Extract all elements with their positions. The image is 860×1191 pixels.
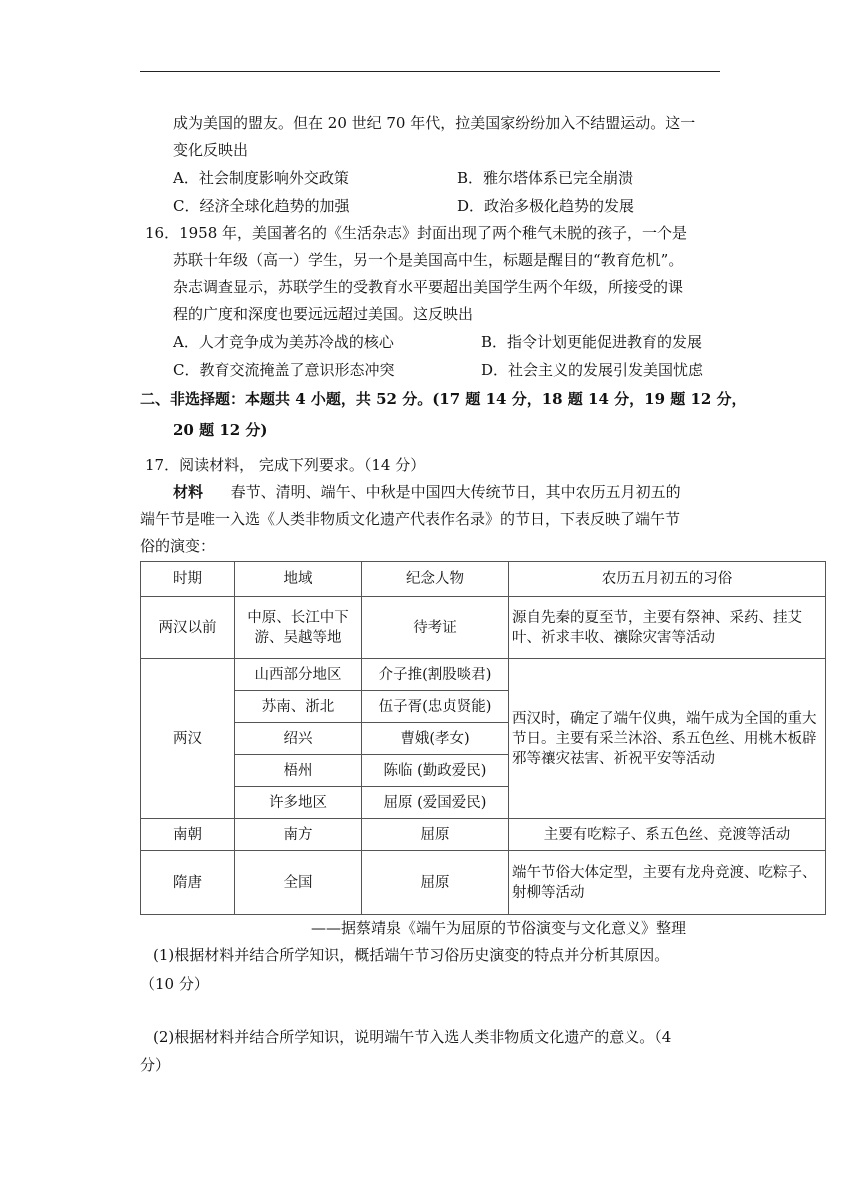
cell-region: 全国	[235, 851, 362, 915]
cell-custom: 端午节俗大体定型，主要有龙舟竞渡、吃粽子、射柳等活动	[509, 851, 826, 915]
q17-title: 17．阅读材料， 完成下列要求。（14 分）	[145, 456, 426, 474]
cell-custom: 源自先秦的夏至节，主要有祭神、采药、挂艾叶、祈求丰收、禳除灾害等活动	[509, 597, 826, 659]
table-row	[141, 597, 826, 659]
q15-stem-line1: 成为美国的盟友。但在 20 世纪 70 年代，拉美国家纷纷加入不结盟运动。这一	[173, 114, 696, 132]
cell-period: 两汉以前	[141, 597, 235, 659]
th-period: 时期	[141, 562, 235, 597]
cell-person: 屈原	[362, 819, 509, 851]
q15-option-a[interactable]: A．社会制度影响外交政策	[173, 169, 349, 187]
cell-region: 山西部分地区	[235, 659, 362, 691]
th-region: 地域	[235, 562, 362, 597]
q17-sub1-line2: （10 分）	[140, 975, 209, 993]
th-person: 纪念人物	[362, 562, 509, 597]
q17-sub1-line1: (1)根据材料并结合所学知识，概括端午节习俗历史演变的特点并分析其原因。	[153, 946, 670, 964]
table-row	[141, 819, 826, 851]
q16-option-c[interactable]: C．教育交流掩盖了意识形态冲突	[173, 361, 395, 379]
cell-period: 两汉	[141, 659, 235, 819]
q16-line2: 苏联十年级（高一）学生，另一个是美国高中生，标题是醒目的“教育危机”。	[173, 251, 684, 269]
q17-material-label: 材料	[173, 483, 204, 501]
q16-option-d[interactable]: D．社会主义的发展引发美国忧虑	[481, 361, 704, 379]
q16-line3: 杂志调查显示，苏联学生的受教育水平要超出美国学生两个年级，所接受的课	[173, 278, 684, 296]
q17-material-line1	[173, 482, 681, 502]
cell-custom: 主要有吃粽子、系五色丝、竞渡等活动	[509, 819, 826, 851]
cell-person: 屈原 (爱国爱民)	[362, 787, 509, 819]
cell-person: 伍子胥(忠贞贤能)	[362, 691, 509, 723]
cell-period: 南朝	[141, 819, 235, 851]
cell-region: 南方	[235, 819, 362, 851]
table-row	[141, 659, 826, 691]
q17-material-line2: 端午节是唯一入选《人类非物质文化遗产代表作名录》的节日，下表反映了端午节	[140, 510, 681, 528]
section2-heading-line1: 二、非选择题：本题共 4 小题，共 52 分。(17 题 14 分，18 题 14 分，19 题 12 分，	[140, 390, 747, 408]
q17-material-text1: 春节、清明、端午、中秋是中国四大传统节日，其中农历五月初五的	[230, 483, 681, 501]
q15-option-d[interactable]: D．政治多极化趋势的发展	[457, 197, 635, 215]
cell-region: 中原、长江中下游、吴越等地	[235, 597, 362, 659]
q17-sub2-line1: (2)根据材料并结合所学知识，说明端午节入选人类非物质文化遗产的意义。（4	[153, 1028, 672, 1046]
cell-custom: 西汉时，确定了端午仪典，端午成为全国的重大节日。主要有采兰沐浴、系五色丝、用桃木板辟邪等禳灾祛害、祈祝平安等活动	[509, 659, 826, 819]
table-row	[141, 851, 826, 915]
cell-region: 苏南、浙北	[235, 691, 362, 723]
section2-heading-line2: 20 题 12 分)	[173, 421, 268, 439]
header-rule	[140, 71, 720, 72]
cell-person: 陈临 (勤政爱民)	[362, 755, 509, 787]
cell-person: 屈原	[362, 851, 509, 915]
q16-option-b[interactable]: B．指令计划更能促进教育的发展	[481, 333, 703, 351]
q15-option-b[interactable]: B．雅尔塔体系已完全崩溃	[457, 169, 634, 187]
cell-person: 待考证	[362, 597, 509, 659]
cell-region: 许多地区	[235, 787, 362, 819]
cell-person: 介子推(割股啖君)	[362, 659, 509, 691]
cell-region: 梧州	[235, 755, 362, 787]
table-header-row	[141, 562, 826, 597]
cell-period: 隋唐	[141, 851, 235, 915]
th-custom: 农历五月初五的习俗	[509, 562, 826, 597]
q15-stem-line2: 变化反映出	[173, 141, 249, 159]
custom-evolution-table	[140, 561, 826, 915]
q15-option-c[interactable]: C．经济全球化趋势的加强	[173, 197, 350, 215]
cell-person: 曹娥(孝女)	[362, 723, 509, 755]
q17-sub2-line2: 分）	[140, 1056, 171, 1074]
cell-region: 绍兴	[235, 723, 362, 755]
q16-option-a[interactable]: A．人才竞争成为美苏冷战的核心	[173, 333, 394, 351]
q17-source: ——据蔡靖泉《端午为屈原的节俗演变与文化意义》整理	[311, 919, 687, 937]
q16-line4: 程的广度和深度也要远远超过美国。这反映出	[173, 305, 474, 323]
q17-material-line3: 俗的演变：	[140, 537, 216, 555]
q16-line1: 16．1958 年，美国著名的《生活杂志》封面出现了两个稚气未脱的孩子，一个是	[145, 224, 688, 242]
